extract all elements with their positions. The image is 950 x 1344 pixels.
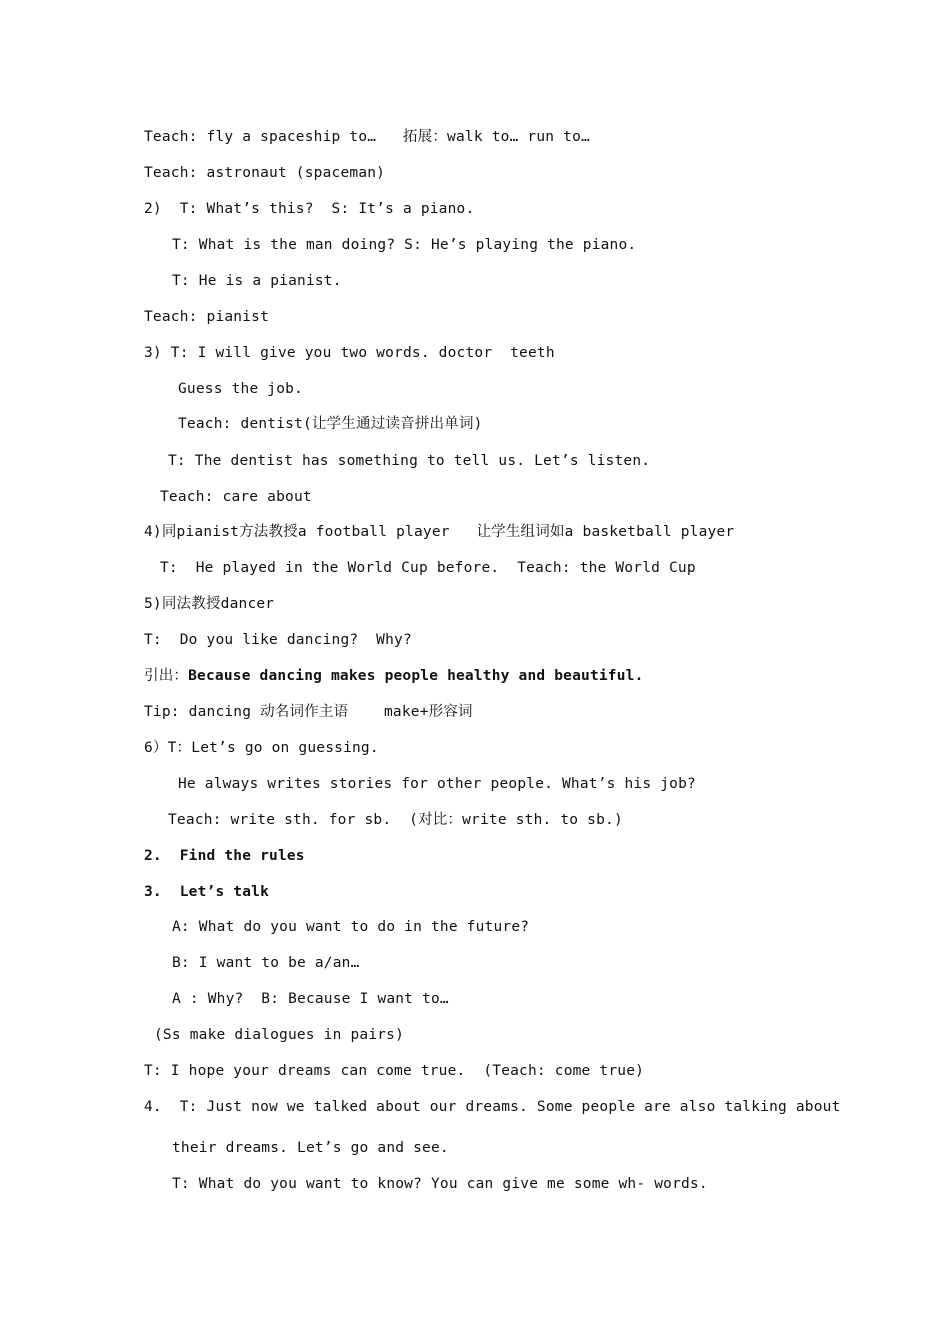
key-sentence: Because dancing makes people healthy and beautiful.: [188, 668, 644, 684]
text-line: 5)同法教授dancer: [144, 596, 275, 612]
section-heading: 2. Find the rules: [144, 848, 305, 864]
text-line: Teach: fly a spaceship to… 拓展：walk to… run to…: [144, 129, 590, 145]
text-line: B: I want to be a/an…: [172, 955, 360, 971]
text-line: He always writes stories for other people. What’s his job?: [178, 776, 696, 792]
text-line: Tip: dancing 动名词作主语 make+形容词: [144, 704, 473, 720]
text-line: T: Do you like dancing? Why?: [144, 632, 412, 648]
text-line: 6）T：Let’s go on guessing.: [144, 740, 379, 756]
text-line: T: I hope your dreams can come true. (Teach: come true): [144, 1063, 645, 1079]
text-line: 3) T: I will give you two words. doctor teeth: [144, 345, 555, 361]
text-line: their dreams. Let’s go and see.: [172, 1140, 449, 1156]
text-line: Teach: care about: [160, 489, 312, 505]
text-line: T: What do you want to know? You can give me some wh- words.: [172, 1176, 708, 1192]
text-line: T: He played in the World Cup before. Teach: the World Cup: [160, 560, 696, 576]
text-line: Guess the job.: [178, 381, 304, 397]
text-line: Teach: pianist: [144, 309, 270, 325]
text-line: A : Why? B: Because I want to…: [172, 991, 449, 1007]
text-line: T: The dentist has something to tell us. Let’s listen.: [168, 453, 651, 469]
text-line: Teach: write sth. for sb. (对比：write sth. to sb.): [168, 812, 623, 828]
section-heading: 3. Let’s talk: [144, 884, 270, 900]
text-line: Teach: astronaut (spaceman): [144, 165, 386, 181]
text-line: (Ss make dialogues in pairs): [154, 1027, 405, 1043]
text-line: Teach: dentist(让学生通过读音拼出单词): [178, 416, 483, 432]
text-line: A: What do you want to do in the future?: [172, 919, 530, 935]
text-line: 2) T: What’s this? S: It’s a piano.: [144, 201, 475, 217]
text-line: T: What is the man doing? S: He’s playing the piano.: [172, 237, 637, 253]
text-line: 4)同pianist方法教授a football player 让学生组词如a basketball player: [144, 524, 735, 540]
text-line: [144, 666, 644, 686]
text-line: 4. T: Just now we talked about our dreams. Some people are also talking about: [144, 1099, 841, 1115]
lead-in-label: 引出：: [144, 668, 189, 684]
text-line: T: He is a pianist.: [172, 273, 342, 289]
